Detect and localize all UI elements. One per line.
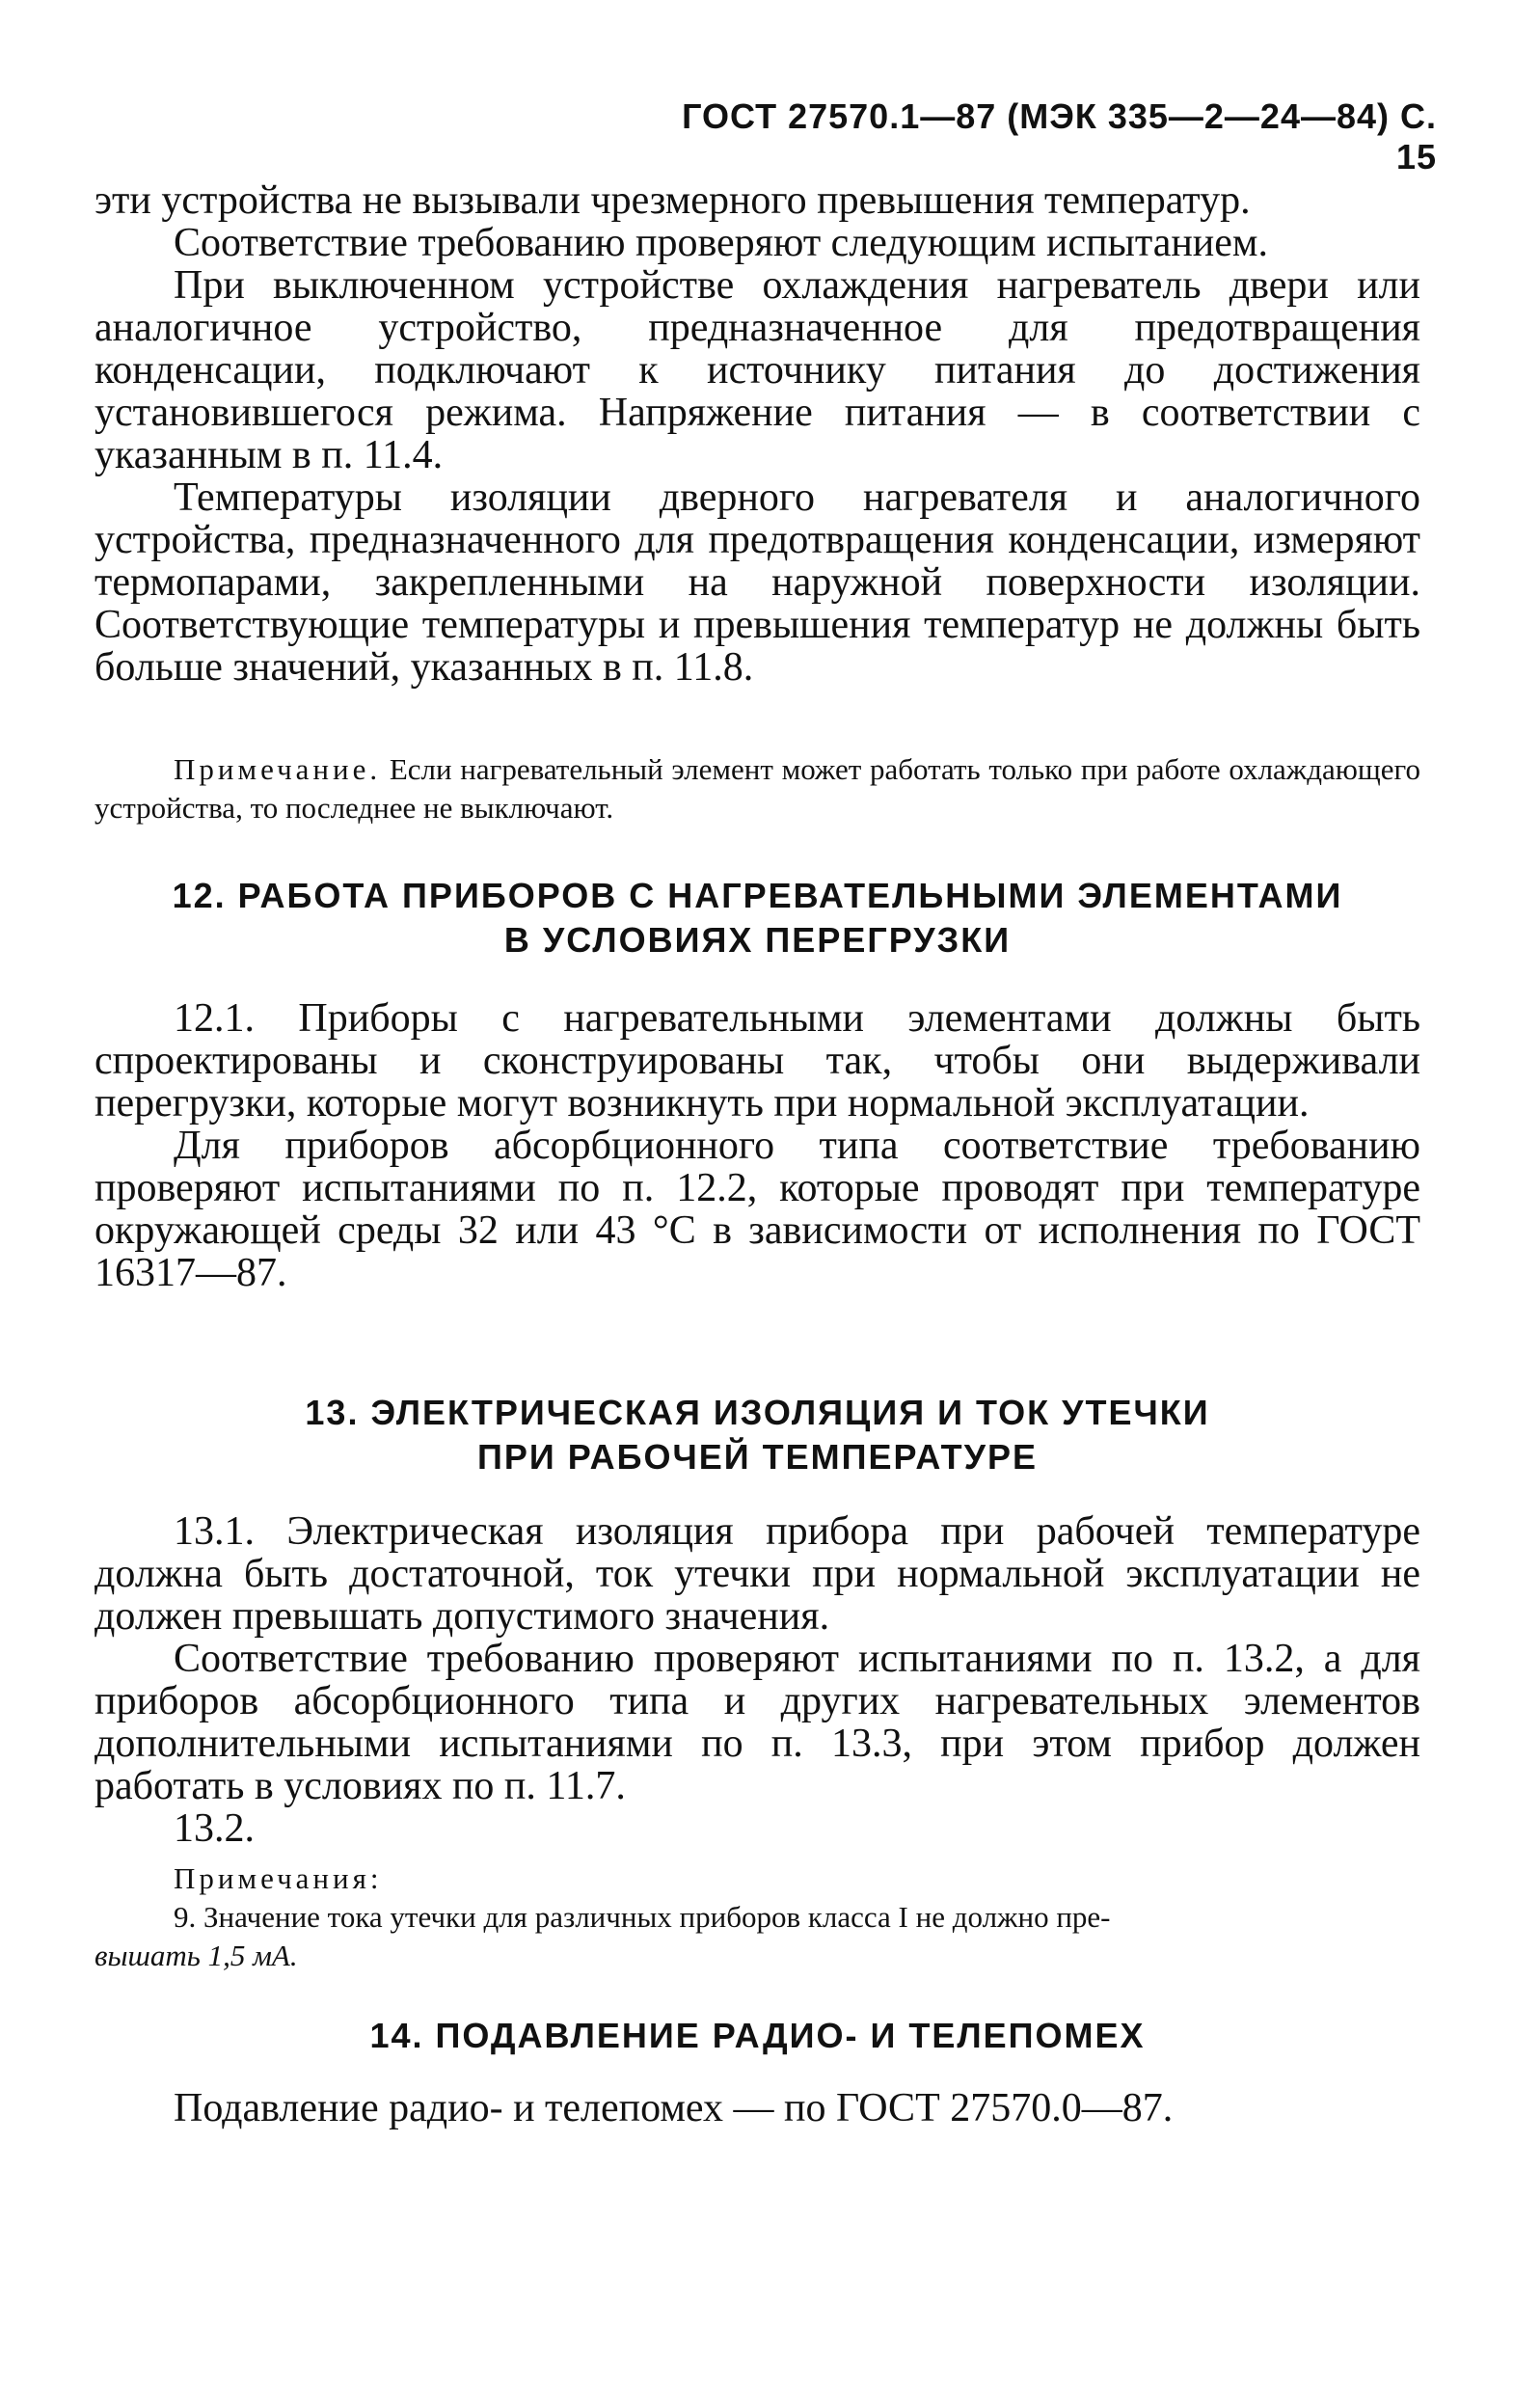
running-header: ГОСТ 27570.1—87 (МЭК 335—2—24—84) С. 15 (682, 96, 1437, 176)
paragraph: Подавление радио- и телепомех — по ГОСТ 27570.0—87. (174, 2086, 1174, 2130)
section-title-line: В УСЛОВИЯХ ПЕРЕГРУЗКИ (503, 920, 1012, 960)
section-title-line: 14. ПОДАВЛЕНИЕ РАДИО- И ТЕЛЕПОМЕХ (369, 2016, 1146, 2055)
section-13-title (95, 1391, 1420, 1479)
paragraph: 13.2. (174, 1806, 255, 1851)
notes-section-13 (95, 1859, 1420, 1975)
section-title-line: ПРИ РАБОЧЕЙ ТЕМПЕРАТУРЕ (476, 1437, 1038, 1477)
paragraph: Температуры изоляции дверного нагревателя и аналогичного устройства, предназначенного для предотвращения конденсации, измеряют термопарами, закрепленными на наружной поверхности изоляции. Соответствующие температуры и превышения температур не должны быть больше значений, указанных в п. 11.8. (95, 475, 1420, 690)
paragraph: Соответствие требованию проверяют испытаниями по п. 13.2, а для приборов абсорбционного типа и других нагревательных элементов дополнительными испытаниями по п. 13.3, при этом прибор должен работать в условиях по п. 11.7. (95, 1637, 1420, 1808)
section-title-line: 13. ЭЛЕКТРИЧЕСКАЯ ИЗОЛЯЦИЯ И ТОК УТЕЧКИ (305, 1393, 1210, 1432)
section-12-body (95, 997, 1420, 1294)
section-11-continuation (95, 179, 1420, 689)
note-text: Если нагревательный элемент может работать только при работе охлаждающего устройства, то последнее не выключают. (95, 752, 1420, 825)
section-14-title (95, 2014, 1420, 2058)
paragraph: Для приборов абсорбционного типа соответствие требованию проверяют испытаниями по п. 12.2, которые проводят при температуре окружающей среды 32 или 43 °С в зависимости от исполнения по ГОСТ 16317—87. (95, 1124, 1420, 1295)
section-12-title (95, 874, 1420, 963)
note-label: Примечание. (174, 752, 382, 786)
section-14-body (95, 2087, 1420, 2129)
note-item: 9. Значение тока утечки для различных приборов класса I не должно пре- (174, 1900, 1111, 1934)
section-title-line: 12. РАБОТА ПРИБОРОВ С НАГРЕВАТЕЛЬНЫМИ ЭЛЕМЕНТАМИ (172, 876, 1343, 915)
paragraph: 12.1. Приборы с нагревательными элементами должны быть спроектированы и сконструированы так, чтобы они выдерживали перегрузки, которые могут возникнуть при нормальной эксплуатации. (95, 996, 1420, 1126)
paragraph: При выключенном устройстве охлаждения нагреватель двери или аналогичное устройство, предназначенное для предотвращения конденсации, подключают к источнику питания до достижения установившегося режима. Напряжение питания — в соответствии с указанным в п. 11.4. (95, 263, 1420, 477)
section-13-body (95, 1510, 1420, 1850)
paragraph: 13.1. Электрическая изоляция прибора при рабочей температуре должна быть достаточной, ток утечки при нормальной эксплуатации не должен превышать допустимого значения. (95, 1509, 1420, 1639)
paragraph: Соответствие требованию проверяют следующим испытанием. (174, 221, 1269, 265)
paragraph: эти устройства не вызывали чрезмерного превышения температур. (95, 178, 1251, 223)
note-section-11 (95, 750, 1420, 827)
notes-label: Примечания: (174, 1861, 383, 1895)
note-item-continuation: вышать 1,5 мА. (95, 1939, 298, 1972)
